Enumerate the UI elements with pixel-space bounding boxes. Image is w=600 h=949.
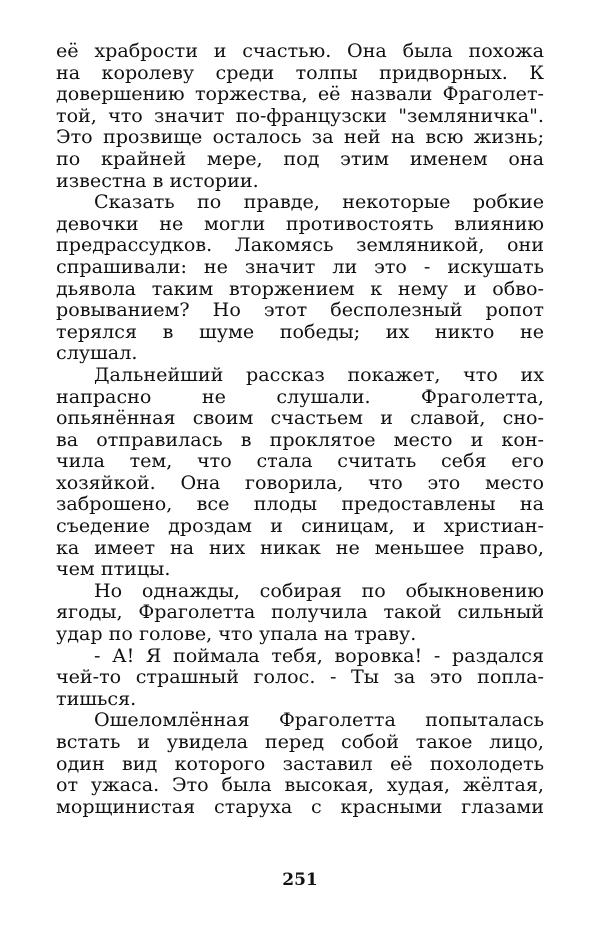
- text-line: один вид которого заставил её похолодеть: [56, 751, 544, 775]
- text-line: Ошеломлённая Фраголетта попыталась: [94, 708, 544, 732]
- text-line: на королеву среди толпы придворных. К: [56, 60, 544, 84]
- page-body-text: [56, 40, 544, 817]
- text-line: Сказать по правде, некоторые робкие: [94, 190, 544, 214]
- text-line: от ужаса. Это была высокая, худая, жёлтая,: [56, 773, 544, 797]
- text-line: заброшено, все плоды предоставлены на: [56, 492, 544, 516]
- text-line: той, что значит по-французски "земляничка".: [56, 103, 544, 127]
- text-line: чей-то страшный голос. - Ты за это попла-: [56, 665, 544, 689]
- text-line: дьявола таким вторжением к нему и обво-: [56, 276, 544, 300]
- text-line: девочки не могли противостоять влиянию: [56, 211, 544, 235]
- text-line: Но однажды, собирая по обыкновению: [94, 578, 544, 602]
- text-line: ка имеет на них никак не меньшее право,: [56, 535, 544, 559]
- text-line: ровыванием? Но этот бесполезный ропот: [56, 298, 544, 322]
- text-line: - А! Я поймала тебя, воровка! - раздался: [94, 643, 544, 667]
- text-line: съедение дроздам и синицам, и христиан-: [56, 514, 544, 538]
- text-line: морщинистая старуха с красными глазами: [56, 794, 544, 818]
- text-line: встать и увидела перед собой такое лицо,: [56, 730, 544, 753]
- page-number: 251: [282, 870, 318, 890]
- text-line: чила тем, что стала считать себя его: [56, 449, 544, 473]
- text-line: ва отправилась в проклятое место и кон-: [56, 427, 544, 451]
- text-line: Это прозвище осталось за ней на всю жизнь;: [56, 125, 544, 149]
- text-line: довершению торжества, её назвали Фраголет-: [56, 82, 544, 106]
- text-line: опьянённая своим счастьем и славой, сно-: [56, 406, 544, 430]
- text-line: ягоды, Фраголетта получила такой сильный: [56, 600, 544, 624]
- text-line: по крайней мере, под этим именем она: [56, 146, 544, 170]
- text-line: терялся в шуме победы; их никто не: [56, 319, 544, 343]
- text-line: её храбрости и счастью. Она была похожа: [56, 39, 544, 62]
- text-line: тишься.: [56, 686, 137, 710]
- text-line: спрашивали: не значит ли это - искушать: [56, 254, 544, 278]
- text-line: слушал.: [56, 341, 138, 365]
- text-line: предрассудков. Лакомясь земляникой, они: [56, 233, 544, 257]
- text-line: удар по голове, что упала на траву.: [56, 622, 417, 646]
- text-line: известна в истории.: [56, 168, 259, 192]
- text-line: хозяйкой. Она говорила, что это место: [56, 470, 544, 494]
- text-line: напрасно не слушали. Фраголетта,: [56, 384, 544, 408]
- text-line: чем птицы.: [56, 557, 171, 581]
- text-line: Дальнейший рассказ покажет, что их: [94, 362, 544, 386]
